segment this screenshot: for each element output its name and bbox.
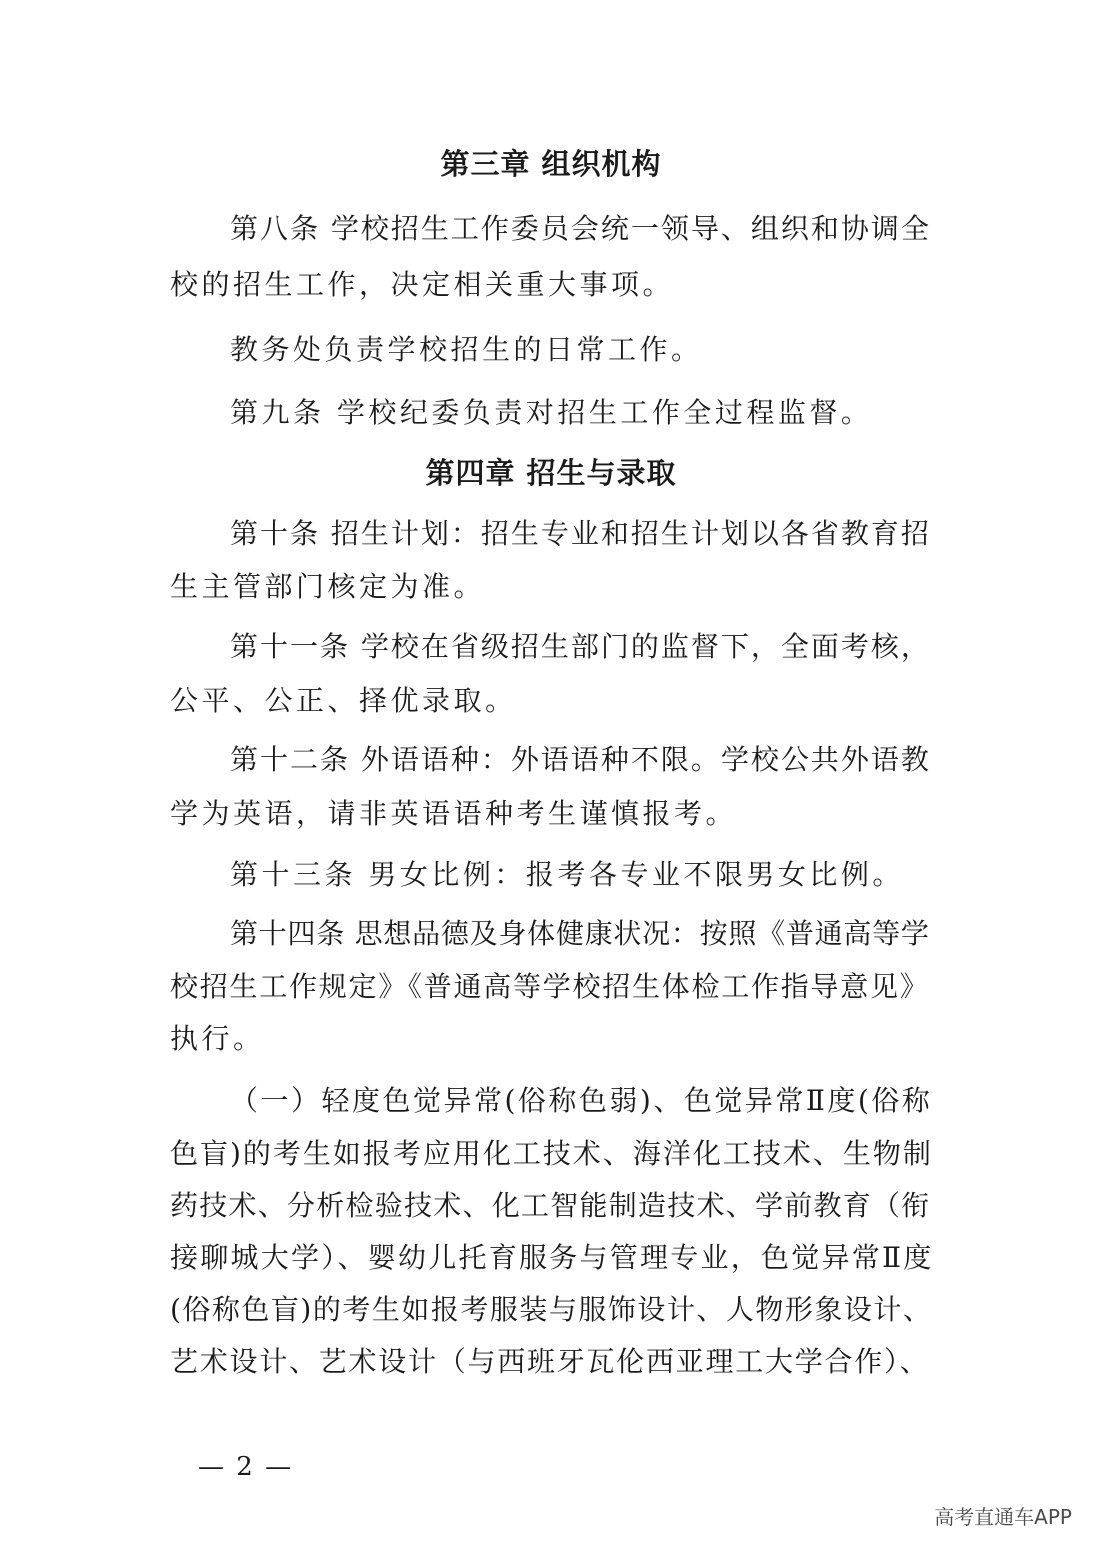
article-11-line-2: 公平、公正、择优录取。 [170, 684, 517, 717]
watermark: 高考直通车APP [934, 1505, 1072, 1529]
chapter-3-heading: 第三章 组织机构 [440, 147, 662, 181]
article-14-line-3: 执行。 [170, 1022, 265, 1055]
office-paragraph: 教务处负责学校招生的日常工作。 [230, 333, 703, 366]
article-14-line-1: 第十四条 思想品德及身体健康状况：按照《普通高等学 [230, 917, 930, 950]
article-10-line-2: 生主管部门核定为准。 [170, 570, 486, 603]
article-8-line-1: 第八条 学校招生工作委员会统一领导、组织和协调全 [230, 212, 931, 245]
article-11-line-1: 第十一条 学校在省级招生部门的监督下，全面考核， [230, 630, 931, 663]
article-13: 第十三条 男女比例：报考各专业不限男女比例。 [230, 858, 904, 891]
article-12-line-1: 第十二条 外语语种：外语语种不限。学校公共外语教 [230, 743, 931, 776]
chapter-4-heading: 第四章 招生与录取 [425, 456, 677, 490]
item-1-line-3: 药技术、分析检验技术、化工智能制造技术、学前教育（衔 [170, 1189, 931, 1222]
item-1-line-5: (俗称色盲)的考生如报考服装与服饰设计、人物形象设计、 [170, 1293, 933, 1326]
item-1-line-4: 接聊城大学）、婴幼儿托育服务与管理专业，色觉异常Ⅱ度 [170, 1241, 934, 1274]
article-10-line-1: 第十条 招生计划：招生专业和招生计划以各省教育招 [230, 517, 931, 550]
article-12-line-2: 学为英语，请非英语语种考生谨慎报考。 [170, 797, 738, 830]
item-1-line-2: 色盲)的考生如报考应用化工技术、海洋化工技术、生物制 [170, 1137, 933, 1170]
article-8-line-2: 校的招生工作，决定相关重大事项。 [170, 268, 675, 301]
item-1-line-6: 艺术设计、艺术设计（与西班牙瓦伦西亚理工大学合作）、 [170, 1345, 930, 1378]
item-1-line-1: （一）轻度色觉异常(俗称色弱)、色觉异常Ⅱ度(俗称 [230, 1084, 933, 1117]
article-9: 第九条 学校纪委负责对招生工作全过程监督。 [230, 396, 873, 429]
article-14-line-2: 校招生工作规定》《普通高等学校招生体检工作指导意见》 [170, 970, 930, 1003]
page-number: — 2 — [198, 1452, 294, 1482]
